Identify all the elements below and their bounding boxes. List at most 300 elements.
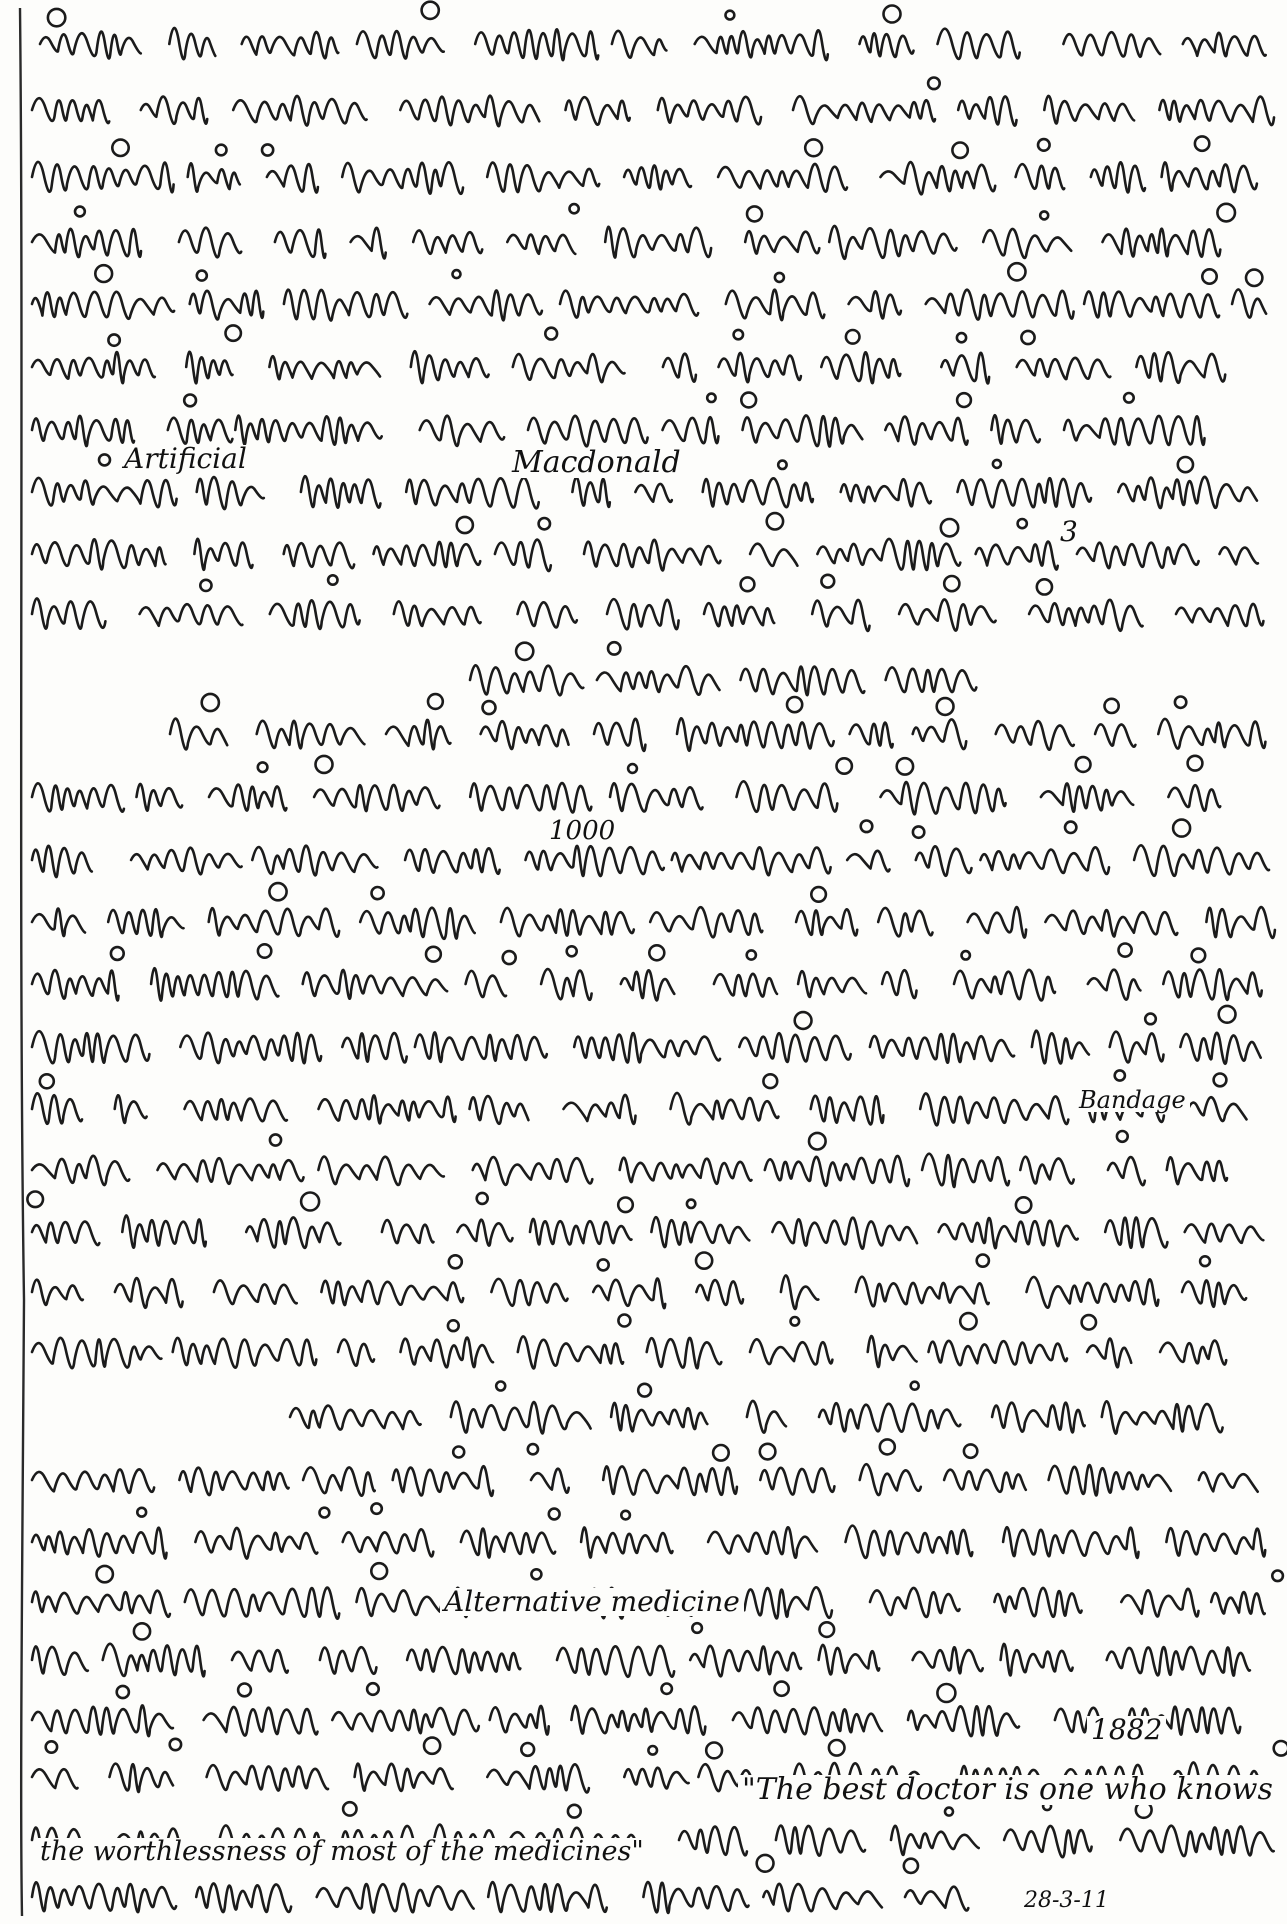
handwritten-word-stroke [357, 31, 444, 58]
handwritten-diacritic [531, 1569, 541, 1579]
handwritten-diacritic [111, 947, 124, 960]
handwritten-word-stroke [470, 783, 591, 812]
handwritten-diacritic [621, 1511, 630, 1520]
handwritten-word-stroke [131, 848, 242, 875]
handwritten-diacritic [269, 883, 286, 900]
handwritten-diacritic [48, 9, 65, 26]
handwritten-diacritic [960, 1313, 976, 1329]
handwritten-word-stroke [401, 1338, 494, 1368]
handwritten-diacritic [75, 207, 85, 217]
handwritten-word-stroke [878, 908, 932, 936]
handwritten-word-stroke [743, 415, 863, 446]
handwritten-diacritic [1246, 270, 1262, 286]
handwritten-word-stroke [1003, 1527, 1138, 1558]
handwritten-word-stroke [32, 162, 174, 192]
handwritten-word-stroke [411, 351, 489, 383]
handwritten-word-stroke [1199, 1472, 1258, 1491]
handwritten-word-stroke [1163, 969, 1261, 1000]
handwritten-word-stroke [314, 785, 439, 811]
handwritten-word-stroke [451, 1402, 591, 1434]
handwritten-diacritic [937, 698, 954, 715]
handwritten-diacritic [598, 1259, 609, 1270]
handwritten-word-stroke [944, 1470, 1026, 1492]
handwritten-diacritic [741, 393, 756, 408]
handwritten-word-stroke [400, 96, 539, 126]
handwritten-diacritic [937, 1684, 955, 1702]
handwritten-word-stroke [891, 1826, 979, 1855]
handwritten-diacritic [747, 950, 756, 959]
handwritten-diacritic [811, 887, 826, 902]
handwritten-diacritic [713, 1445, 729, 1461]
handwritten-diacritic [618, 1198, 633, 1213]
handwritten-word-stroke [566, 97, 630, 125]
handwritten-word-stroke [1166, 1528, 1265, 1556]
handwritten-diacritic [1200, 1256, 1210, 1266]
handwritten-diacritic [1175, 697, 1186, 708]
handwritten-word-stroke [301, 476, 381, 508]
handwritten-word-stroke [332, 1708, 479, 1734]
handwritten-word-stroke [407, 1647, 520, 1674]
handwritten-word-stroke [1041, 783, 1133, 811]
handwritten-word-stroke [741, 667, 865, 696]
handwritten-word-stroke [531, 1469, 569, 1493]
handwritten-diacritic [258, 762, 268, 772]
handwritten-word-stroke [108, 909, 183, 937]
handwritten-diacritic [618, 1315, 630, 1327]
handwritten-word-stroke [415, 1032, 547, 1061]
handwritten-word-stroke [457, 1220, 512, 1246]
handwritten-word-stroke [158, 1158, 304, 1184]
handwritten-diacritic [1008, 263, 1025, 280]
handwritten-word-stroke [1185, 1224, 1264, 1243]
handwritten-word-stroke [374, 542, 481, 567]
handwritten-word-stroke [196, 1883, 291, 1912]
handwritten-word-stroke [1049, 1465, 1171, 1495]
handwritten-word-stroke [611, 1403, 707, 1431]
handwritten-word-stroke [530, 1219, 632, 1245]
handwritten-word-stroke [719, 353, 801, 382]
handwritten-diacritic [372, 887, 384, 899]
handwritten-word-stroke [994, 1588, 1081, 1617]
handwritten-diacritic [952, 143, 967, 158]
handwritten-diacritic [1119, 944, 1132, 957]
handwritten-diacritic [202, 694, 219, 711]
handwritten-word-stroke [610, 783, 703, 811]
handwritten-diacritic [570, 204, 579, 213]
handwritten-word-stroke [470, 665, 583, 695]
handwritten-word-stroke [526, 846, 664, 876]
handwritten-word-stroke [382, 1220, 434, 1243]
handwritten-word-stroke [819, 1403, 960, 1431]
handwritten-word-stroke [1088, 970, 1141, 1000]
handwritten-word-stroke [207, 1765, 328, 1790]
handwritten-word-stroke [1121, 1589, 1198, 1617]
handwritten-word-stroke [32, 478, 177, 507]
handwritten-word-stroke [1084, 291, 1219, 317]
handwritten-word-stroke [1095, 724, 1135, 746]
handwritten-diacritic [778, 461, 786, 469]
handwritten-word-stroke [209, 908, 339, 937]
handwritten-diacritic [483, 701, 496, 714]
handwritten-word-stroke [541, 969, 592, 1000]
handwritten-word-stroke [763, 1884, 882, 1911]
handwritten-word-stroke [32, 1882, 176, 1912]
handwritten-diacritic [1037, 579, 1052, 594]
handwritten-diacritic [795, 1012, 812, 1029]
handwritten-word-stroke [246, 1217, 340, 1247]
handwritten-word-stroke [1029, 600, 1143, 631]
handwritten-word-stroke [1134, 845, 1269, 876]
handwritten-word-stroke [650, 907, 762, 937]
handwritten-diacritic [1272, 1571, 1283, 1582]
handwritten-word-stroke [284, 290, 407, 321]
handwritten-word-stroke [886, 667, 977, 692]
handwritten-word-stroke [571, 1706, 705, 1735]
handwritten-diacritic [1016, 1197, 1031, 1212]
handwritten-word-stroke [1176, 604, 1263, 626]
handwritten-word-stroke [992, 1403, 1085, 1433]
handwritten-word-stroke [393, 1466, 493, 1496]
handwritten-diacritic [977, 1255, 989, 1267]
handwritten-word-stroke [394, 601, 481, 626]
handwritten-word-stroke [760, 1468, 834, 1495]
handwritten-diacritic [1178, 457, 1193, 472]
handwritten-word-stroke [179, 1468, 288, 1495]
handwritten-diacritic [112, 140, 128, 156]
handwritten-word-stroke [1016, 164, 1065, 189]
handwritten-word-stroke [821, 352, 900, 383]
handwritten-word-stroke [1105, 1218, 1167, 1248]
handwritten-diacritic [108, 334, 119, 345]
handwritten-word-stroke [488, 1882, 607, 1912]
handwritten-word-stroke [765, 1156, 909, 1186]
handwritten-word-stroke [491, 1279, 567, 1306]
handwritten-word-stroke [1107, 1647, 1250, 1676]
handwritten-word-stroke [793, 96, 935, 124]
handwritten-word-stroke [560, 291, 698, 318]
handwritten-word-stroke [420, 416, 504, 446]
handwritten-word-stroke [1108, 1157, 1145, 1185]
handwritten-word-stroke [996, 721, 1074, 750]
handwritten-diacritic [95, 265, 112, 282]
word-bandage: Bandage [1075, 1088, 1190, 1112]
handwritten-word-stroke [939, 1218, 1078, 1248]
handwritten-word-stroke [360, 908, 475, 939]
handwritten-word-stroke [938, 29, 1020, 59]
handwritten-word-stroke [663, 417, 719, 443]
handwritten-word-stroke [1102, 1401, 1223, 1433]
handwritten-word-stroke [173, 1338, 317, 1368]
handwritten-word-stroke [811, 1096, 884, 1125]
handwritten-diacritic [1217, 204, 1235, 222]
handwritten-diacritic [117, 1686, 129, 1698]
handwritten-word-stroke [624, 166, 691, 190]
handwritten-word-stroke [32, 1705, 173, 1736]
handwritten-word-stroke [194, 539, 252, 570]
handwritten-word-stroke [1103, 229, 1221, 257]
handwritten-word-stroke [557, 1646, 674, 1677]
handwritten-word-stroke [169, 28, 215, 59]
handwritten-diacritic [453, 270, 461, 278]
handwritten-diacritic [226, 325, 241, 340]
handwritten-diacritic [1115, 1070, 1125, 1080]
handwritten-diacritic [734, 330, 743, 339]
handwritten-word-stroke [186, 352, 232, 384]
handwritten-diacritic [1065, 822, 1076, 833]
handwritten-word-stroke [856, 1277, 989, 1307]
handwritten-diacritic [27, 1192, 43, 1208]
handwritten-word-stroke [1064, 416, 1205, 445]
handwritten-word-stroke [475, 29, 598, 60]
handwritten-word-stroke [32, 229, 141, 257]
handwritten-diacritic [837, 758, 852, 773]
handwritten-diacritic [238, 1684, 251, 1697]
handwritten-word-stroke [635, 484, 671, 502]
handwritten-word-stroke [1017, 358, 1111, 379]
handwritten-diacritic [747, 206, 762, 221]
handwritten-word-stroke [607, 599, 679, 629]
handwritten-diacritic [426, 947, 441, 962]
handwritten-word-stroke [916, 846, 972, 876]
handwritten-word-stroke [621, 970, 675, 1000]
handwritten-diacritic [477, 1193, 488, 1204]
handwritten-word-stroke [185, 1588, 339, 1619]
handwritten-diacritic [316, 756, 333, 773]
handwritten-word-stroke [32, 1031, 149, 1063]
handwritten-word-stroke [495, 540, 551, 571]
handwritten-word-stroke [847, 851, 889, 872]
handwritten-word-stroke [338, 1340, 374, 1366]
handwritten-word-stroke [32, 598, 105, 628]
handwritten-word-stroke [776, 1826, 865, 1856]
handwritten-word-stroke [574, 1033, 720, 1062]
handwritten-diacritic [692, 1623, 702, 1633]
handwritten-word-stroke [1077, 543, 1199, 569]
handwritten-word-stroke [819, 1645, 880, 1674]
handwritten-word-stroke [190, 291, 264, 320]
handwritten-word-stroke [32, 1646, 88, 1674]
handwritten-word-stroke [32, 1338, 161, 1368]
handwritten-word-stroke [355, 1764, 453, 1791]
handwritten-word-stroke [303, 970, 447, 999]
handwritten-word-stroke [32, 1222, 99, 1246]
handwritten-word-stroke [179, 228, 241, 258]
handwritten-word-stroke [232, 1650, 288, 1673]
handwritten-word-stroke [115, 1095, 147, 1123]
handwritten-diacritic [457, 517, 473, 533]
handwritten-word-stroke [695, 30, 828, 60]
handwritten-diacritic [1214, 1074, 1227, 1087]
handwritten-diacritic [258, 944, 271, 957]
handwritten-word-stroke [708, 1527, 817, 1557]
handwritten-diacritic [371, 1503, 381, 1513]
handwritten-diacritic [767, 513, 783, 529]
handwritten-word-stroke [318, 1157, 443, 1185]
handwritten-diacritic [428, 694, 443, 709]
handwritten-word-stroke [581, 1527, 672, 1557]
handwritten-word-stroke [958, 96, 1016, 125]
handwritten-word-stroke [32, 846, 92, 877]
handwritten-diacritic [97, 1566, 113, 1582]
handwritten-word-stroke [603, 1466, 737, 1495]
handwritten-diacritic [964, 1444, 977, 1457]
handwritten-word-stroke [1118, 477, 1257, 508]
signature-date: 28-3-11 [1020, 1890, 1113, 1912]
handwritten-diacritic [944, 576, 959, 591]
handwritten-diacritic [1202, 269, 1216, 283]
handwritten-word-stroke [870, 1034, 1014, 1063]
handwritten-word-stroke [32, 539, 166, 569]
handwritten-word-stroke [572, 477, 609, 507]
handwritten-word-stroke [481, 721, 569, 749]
handwritten-word-stroke [564, 1095, 636, 1124]
handwritten-diacritic [638, 1384, 651, 1397]
handwritten-word-stroke [663, 354, 696, 382]
handwritten-word-stroke [32, 1769, 78, 1788]
handwritten-word-stroke [860, 1464, 921, 1495]
handwritten-word-stroke [32, 1469, 154, 1492]
handwritten-word-stroke [32, 1528, 167, 1559]
phrase-alternative-medicine: Alternative medicine [440, 1588, 744, 1616]
handwritten-word-stroke [594, 719, 645, 751]
handwritten-diacritic [726, 11, 735, 20]
handwritten-diacritic [662, 1684, 672, 1694]
handwritten-word-stroke [1110, 1032, 1164, 1063]
handwritten-diacritic [928, 78, 940, 90]
handwritten-diacritic [1076, 757, 1091, 772]
handwritten-word-stroke [690, 1646, 801, 1677]
handwritten-word-stroke [1220, 547, 1258, 564]
handwritten-word-stroke [461, 1529, 555, 1558]
handwritten-word-stroke [704, 603, 774, 626]
handwritten-word-stroke [954, 970, 1055, 1001]
handwritten-diacritic [757, 1855, 774, 1872]
handwritten-diacritic [134, 1623, 150, 1639]
handwritten-diacritic [1145, 1014, 1156, 1025]
handwritten-word-stroke [507, 235, 575, 254]
handwritten-diacritic [648, 1746, 657, 1755]
handwritten-word-stroke [747, 1401, 786, 1433]
handwritten-word-stroke [714, 974, 777, 997]
handwritten-diacritic [262, 144, 273, 155]
handwritten-diacritic [687, 1200, 695, 1208]
handwritten-word-stroke [881, 782, 1006, 814]
handwritten-diacritic [1105, 699, 1119, 713]
handwritten-word-stroke [490, 1706, 549, 1735]
handwritten-diacritic [649, 945, 664, 960]
handwritten-word-stroke [40, 32, 141, 59]
handwritten-diacritic [545, 328, 557, 340]
handwritten-word-stroke [796, 909, 857, 935]
handwritten-diacritic [328, 575, 337, 584]
handwritten-diacritic [99, 454, 110, 465]
handwritten-word-stroke [1027, 1277, 1159, 1308]
handwritten-word-stroke [899, 599, 996, 630]
handwritten-word-stroke [209, 785, 286, 811]
handwritten-word-stroke [620, 1158, 752, 1184]
handwritten-diacritic [787, 697, 802, 712]
handwritten-diacritic [741, 577, 755, 591]
handwritten-diacritic [1124, 393, 1134, 403]
handwritten-diacritic [528, 1444, 538, 1454]
handwritten-word-stroke [406, 478, 539, 509]
handwritten-word-stroke [672, 847, 831, 875]
handwritten-word-stroke [733, 1708, 882, 1736]
handwritten-word-stroke [584, 540, 720, 571]
handwritten-diacritic [608, 642, 620, 654]
handwritten-diacritic [760, 1444, 776, 1460]
handwritten-word-stroke [32, 1156, 129, 1185]
english-quote-line-2: the worthlessness of most of the medicines" [36, 1838, 648, 1865]
handwritten-word-stroke [696, 1280, 743, 1305]
handwritten-diacritic [962, 951, 970, 959]
year-number: 1882 [1087, 1716, 1166, 1744]
word-macdonald: Macdonald [508, 448, 685, 478]
handwritten-word-stroke [926, 290, 1074, 320]
handwritten-diacritic [184, 395, 196, 407]
handwritten-word-stroke [270, 600, 360, 629]
handwritten-word-stroke [860, 33, 914, 57]
handwritten-word-stroke [110, 1764, 174, 1792]
handwritten-diacritic [821, 575, 834, 588]
handwritten-diacritic [137, 1508, 146, 1517]
handwritten-word-stroke [922, 1154, 1009, 1187]
handwritten-word-stroke [991, 415, 1039, 443]
handwritten-word-stroke [151, 968, 278, 1000]
handwritten-word-stroke [197, 477, 264, 509]
handwritten-word-stroke [772, 1218, 917, 1249]
handwritten-word-stroke [941, 353, 989, 384]
handwritten-word-stroke [168, 418, 233, 444]
numeral-three: 3 [1056, 518, 1082, 546]
handwritten-diacritic [1192, 949, 1206, 963]
handwritten-diacritic [539, 518, 550, 529]
handwritten-word-stroke [320, 1647, 377, 1674]
handwritten-diacritic [503, 951, 516, 964]
handwritten-word-stroke [137, 784, 183, 811]
handwritten-word-stroke [1045, 910, 1177, 936]
handwritten-word-stroke [303, 1467, 375, 1495]
handwritten-word-stroke [430, 290, 542, 320]
handwritten-word-stroke [284, 543, 354, 569]
handwritten-word-stroke [1167, 1157, 1227, 1184]
handwritten-word-stroke [958, 478, 1092, 507]
handwritten-word-stroke [913, 1647, 983, 1673]
handwritten-word-stroke [32, 292, 174, 319]
handwritten-diacritic [270, 1134, 281, 1145]
handwritten-diacritic [568, 1805, 581, 1818]
handwritten-word-stroke [750, 544, 797, 566]
handwritten-word-stroke [1211, 1592, 1265, 1614]
handwritten-word-stroke [647, 1338, 722, 1368]
handwritten-diacritic [453, 1447, 464, 1458]
handwritten-diacritic [371, 1563, 387, 1579]
handwritten-word-stroke [841, 479, 931, 506]
handwritten-word-stroke [882, 970, 916, 998]
handwritten-word-stroke [343, 1529, 434, 1556]
handwritten-diacritic [707, 394, 715, 402]
handwritten-diacritic [301, 1193, 319, 1211]
handwritten-word-stroke [269, 356, 380, 379]
handwritten-diacritic [170, 1739, 181, 1750]
handwritten-diacritic [46, 1741, 57, 1752]
handwritten-word-stroke [242, 32, 339, 58]
numeral-thousand: 1000 [545, 818, 619, 844]
handwritten-diacritic [343, 1802, 356, 1815]
handwritten-word-stroke [170, 719, 227, 750]
handwritten-word-stroke [1188, 1097, 1246, 1121]
handwritten-word-stroke [1032, 1031, 1089, 1064]
